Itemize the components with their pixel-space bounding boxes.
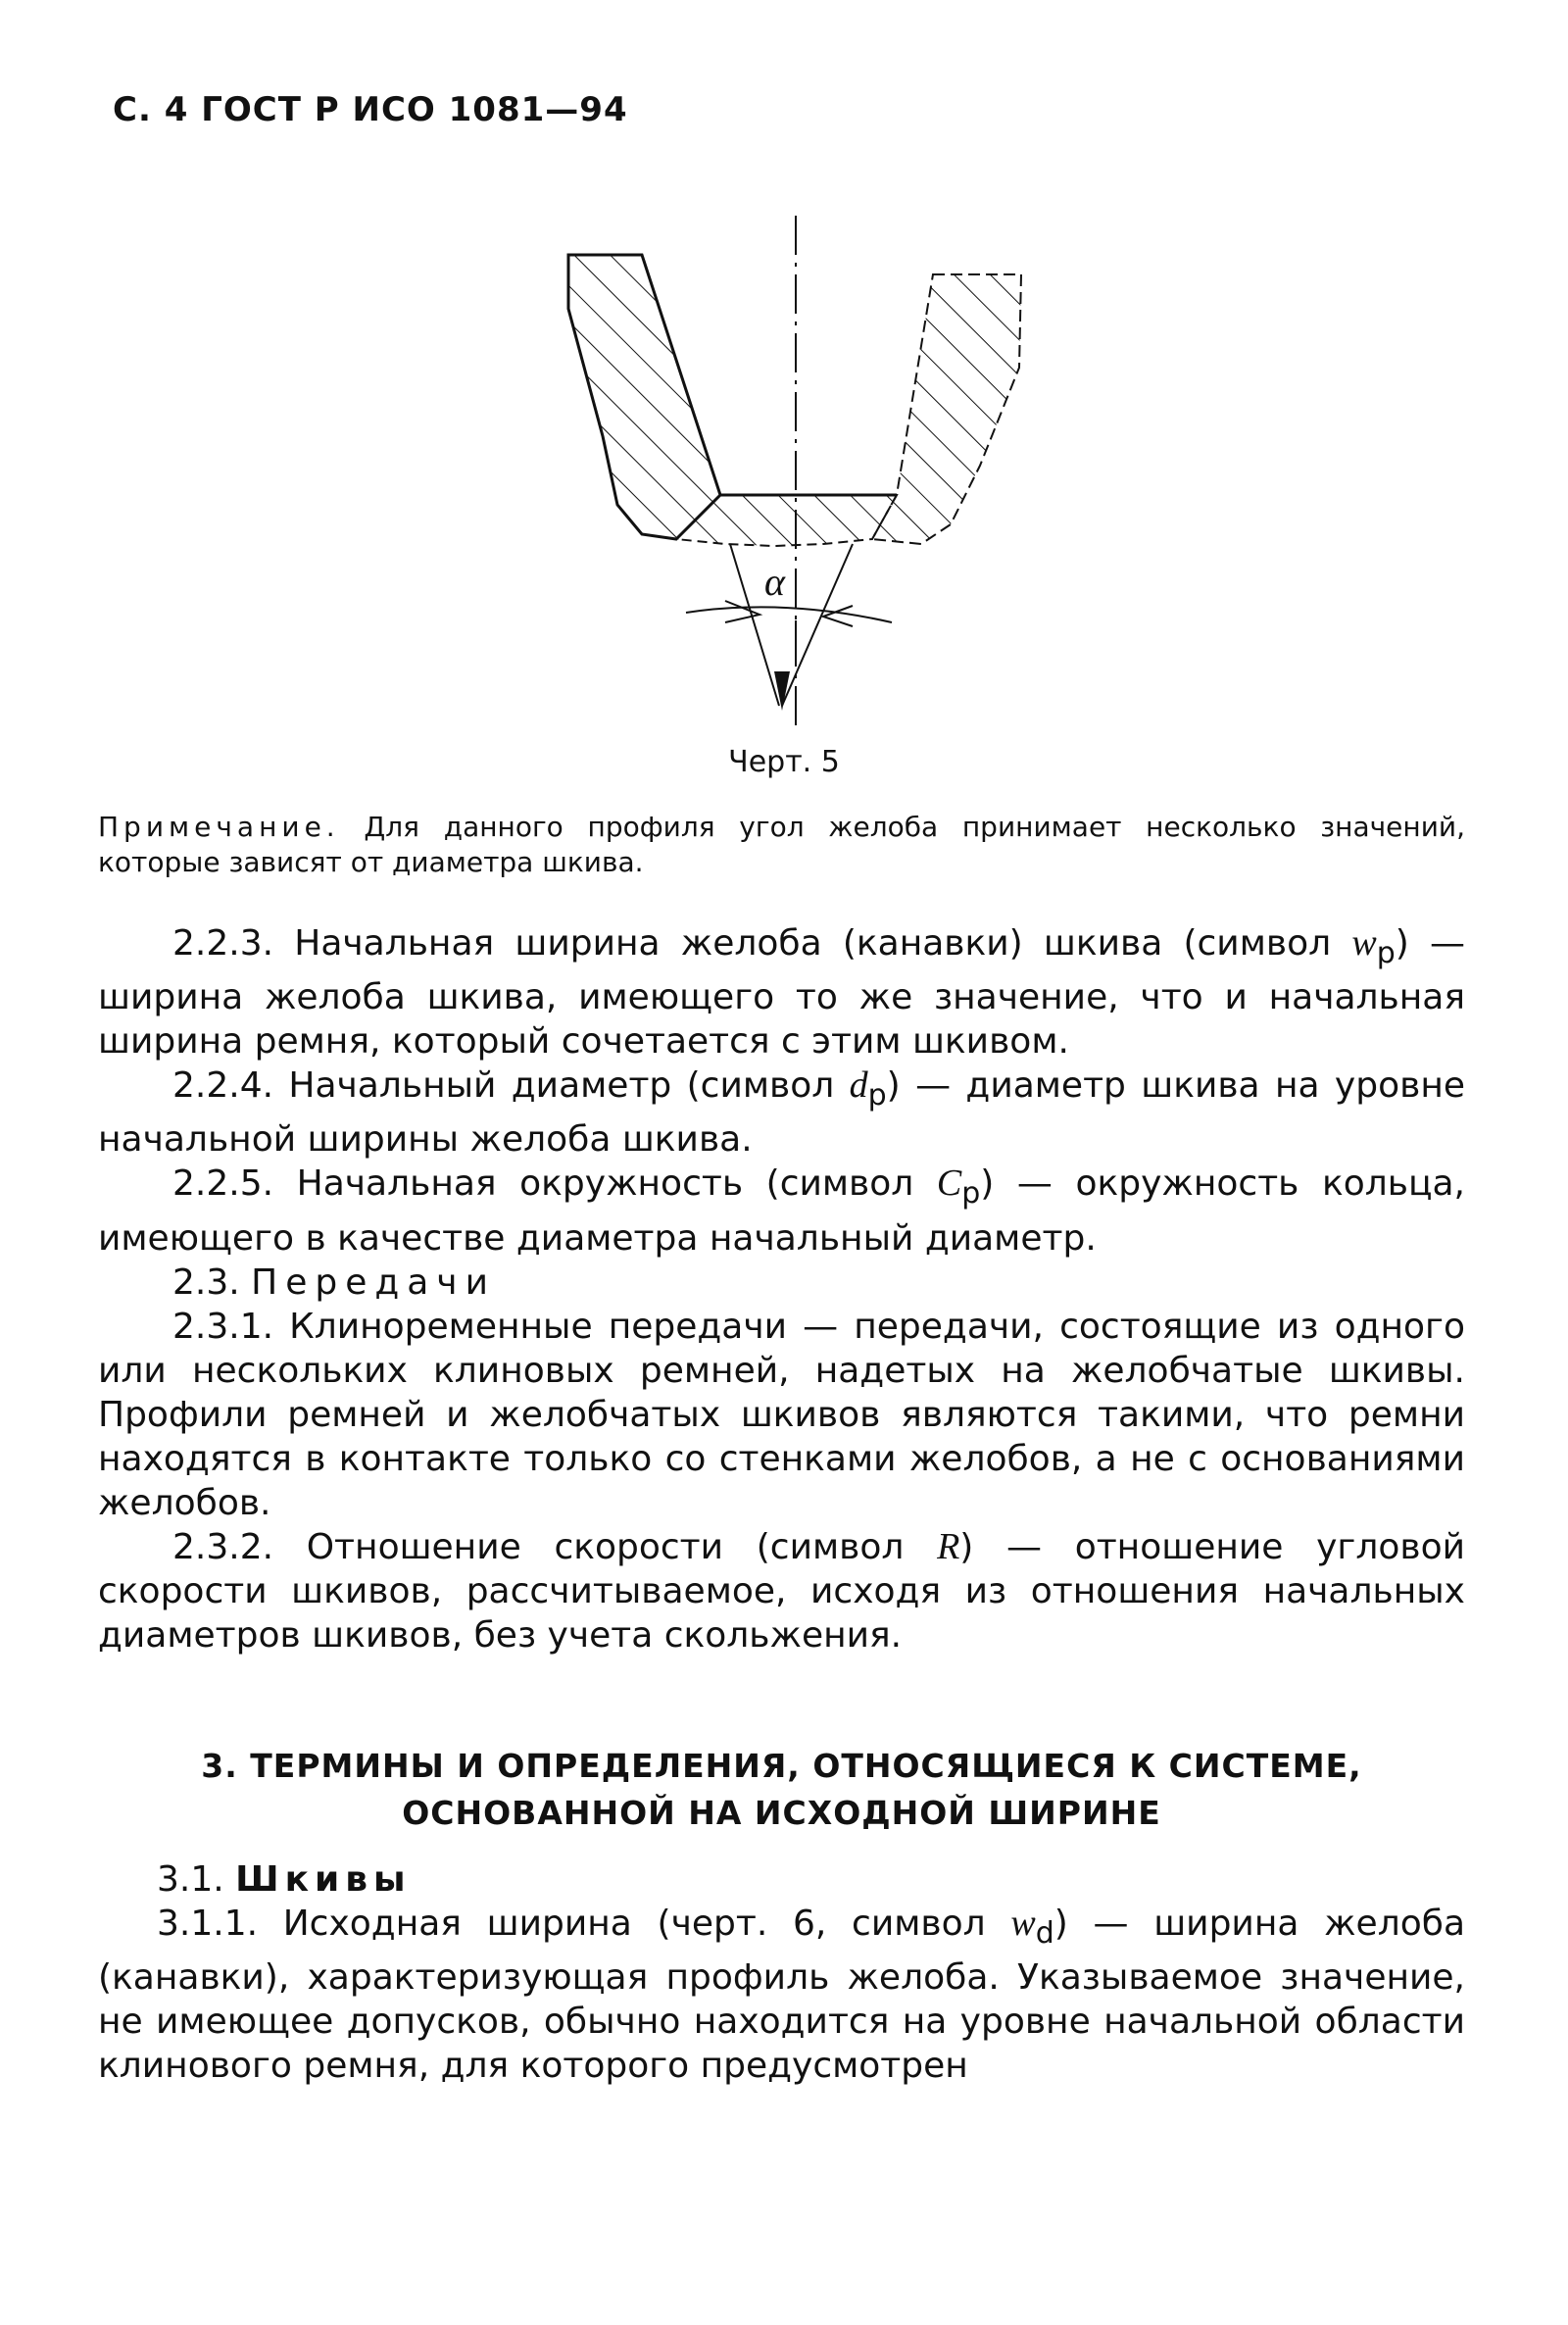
heading-3-1: 3.1. Шкивы [157,1859,412,1900]
note-paragraph [98,810,1465,880]
paragraph-2-2-4: 2.2.4. Начальный диаметр (символ $d_p$) — диаметр шкива на уровне начальной ширины желоба шкива. [98,1064,1465,1161]
section-3-title: 3. ТЕРМИНЫ И ОПРЕДЕЛЕНИЯ, ОТНОСЯЩИЕСЯ К СИСТЕМЕ, ОСНОВАННОЙ НА ИСХОДНОЙ ШИРИНЕ [201,1747,1362,1832]
heading-2-3: 2.3. Передачи [172,1261,496,1303]
note-lead: Примечание. [98,811,340,843]
paragraph-2-3-2: 2.3.2. Отношение скорости (символ R) — отношение угловой скорости шкивов, рассчитываемое, исходя из отношения начальных диаметров шкивов, без учета скольжения. [98,1525,1465,1656]
section-3-body [98,1857,1465,2088]
section-2-body [98,921,1465,1657]
right-groove-wall [872,274,1021,544]
groove-profile-figure [529,211,1039,740]
paragraph-2-3-1: 2.3.1. Клиноременные передачи — передачи, состоящие из одного или нескольких клиновых ремней, надетых на желобчатые шкивы. Профили ремней и желобчатых шкивов являются такими, что ремни находятся в контакте только со стенками желобов, а не с основаниями желобов. [98,1306,1465,1523]
paragraph-3-1-1: 3.1.1. Исходная ширина (черт. 6, символ $w_d$) — ширина желоба (канавки), характеризующая профиль желоба. Указываемое значение, не имеющее допусков, обычно находится на уровне начальной области клинового ремня, для которого предусмотрен [98,1903,1465,2087]
paragraph-2-2-5: 2.2.5. Начальная окружность (символ $C_p$) — окружность кольца, имеющего в качестве диаметра начальный диаметр. [98,1162,1465,1259]
left-groove-wall [568,255,720,539]
pitch-arc [686,607,892,622]
page-header: С. 4 ГОСТ Р ИСО 1081—94 [113,90,628,129]
paragraph-2-2-3: 2.2.3. Начальная ширина желоба (канавки) шкива (символ $w_p$) — ширина желоба шкива, имеющего то же значение, что и начальная ширина ремня, который сочетается с этим шкивом. [98,922,1465,1063]
angle-line-right [782,544,853,706]
angle-label: α [764,560,785,604]
figure-caption: Черт. 5 [728,745,840,779]
note-text: Для данного профиля угол желоба принимает несколько значений, которые зависят от диаметра шкива. [98,811,1465,878]
